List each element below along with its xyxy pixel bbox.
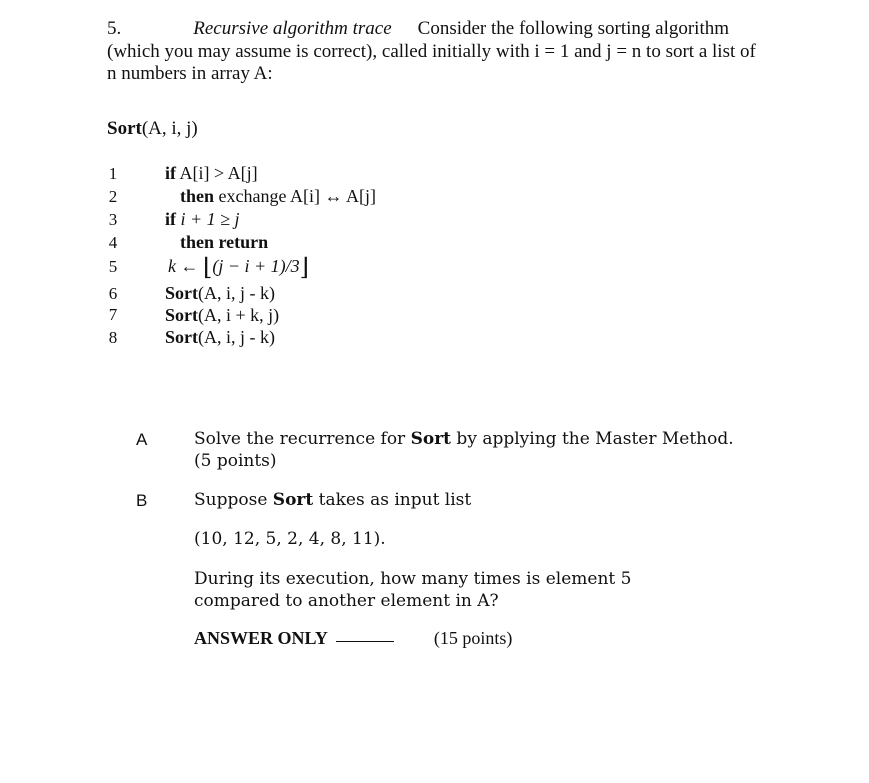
code-text-pre: k ← — [168, 256, 199, 276]
code-text: (A, i, j - k) — [198, 283, 275, 303]
code-line-2 — [180, 186, 376, 207]
question-b-question: During its execution, how many times is element 5 compared to another element in A? — [194, 569, 632, 611]
code-line-1 — [165, 163, 258, 184]
question-a-pre: Solve the recurrence for — [194, 429, 411, 449]
line-number: 3 — [108, 210, 118, 229]
question-a-bold: Sort — [410, 429, 452, 449]
keyword-sort: Sort — [165, 305, 198, 325]
keyword-sort: Sort — [165, 283, 198, 303]
answer-row — [194, 628, 512, 649]
code-line-3 — [165, 209, 240, 230]
line-number: 6 — [108, 284, 118, 303]
code-line-7 — [165, 305, 279, 326]
question-a-post: by applying the Master Method. (5 points) — [194, 429, 734, 471]
line-number: 8 — [108, 328, 118, 347]
line-number: 7 — [108, 305, 118, 324]
question-b-bold: Sort — [272, 490, 314, 510]
line-number: 4 — [108, 233, 118, 252]
code-text: i + 1 ≥ j — [180, 209, 240, 229]
question-a-text — [194, 428, 739, 472]
intro-text-1: Consider the following sorting algorithm — [417, 18, 730, 39]
keyword-then-return: then return — [180, 232, 269, 252]
code-text: (A, i, j - k) — [198, 327, 275, 347]
question-b-post: takes as input list — [313, 490, 472, 510]
line-number: 1 — [108, 164, 118, 183]
keyword-sort: Sort — [165, 327, 198, 347]
keyword-then: then — [180, 186, 215, 206]
code-line-8 — [165, 327, 275, 348]
question-b-label: B — [136, 491, 148, 510]
intro-line-1 — [107, 18, 756, 41]
answer-label: ANSWER ONLY — [194, 628, 328, 648]
question-a-label: A — [136, 430, 148, 449]
floor-left-bracket: ⌊ — [203, 255, 213, 281]
intro-line-3: n numbers in array A: — [107, 63, 273, 84]
problem-intro — [107, 18, 756, 86]
question-b-text — [194, 489, 739, 511]
code-text: (A, i + k, j) — [198, 305, 280, 325]
intro-line-2: (which you may assume is correct), called initially with i = 1 and j = n to sort a list of — [107, 40, 756, 62]
code-line-6 — [165, 283, 275, 304]
code-line-5 — [168, 255, 310, 281]
code-line-4 — [180, 232, 268, 253]
code-text: exchange A[i] ↔ A[j] — [218, 186, 376, 206]
floor-right-bracket: ⌋ — [299, 255, 310, 281]
line-number: 5 — [108, 257, 118, 276]
line-number: 2 — [108, 187, 118, 206]
answer-points: (15 points) — [433, 628, 513, 648]
question-b-list: (10, 12, 5, 2, 4, 8, 11). — [194, 529, 386, 549]
code-text: (j − i + 1)/3 — [212, 256, 300, 276]
signature-name: Sort — [107, 118, 142, 139]
signature-args: (A, i, j) — [141, 118, 198, 139]
algorithm-signature — [107, 118, 198, 140]
keyword-if: if — [165, 163, 176, 183]
code-text: A[i] > A[j] — [179, 163, 258, 183]
keyword-if: if — [165, 209, 176, 229]
question-b-pre: Suppose — [194, 490, 273, 510]
problem-title: Recursive algorithm trace — [193, 18, 392, 39]
floor-expression — [203, 255, 310, 281]
problem-number: 5. — [107, 18, 122, 39]
answer-blank — [336, 641, 394, 642]
